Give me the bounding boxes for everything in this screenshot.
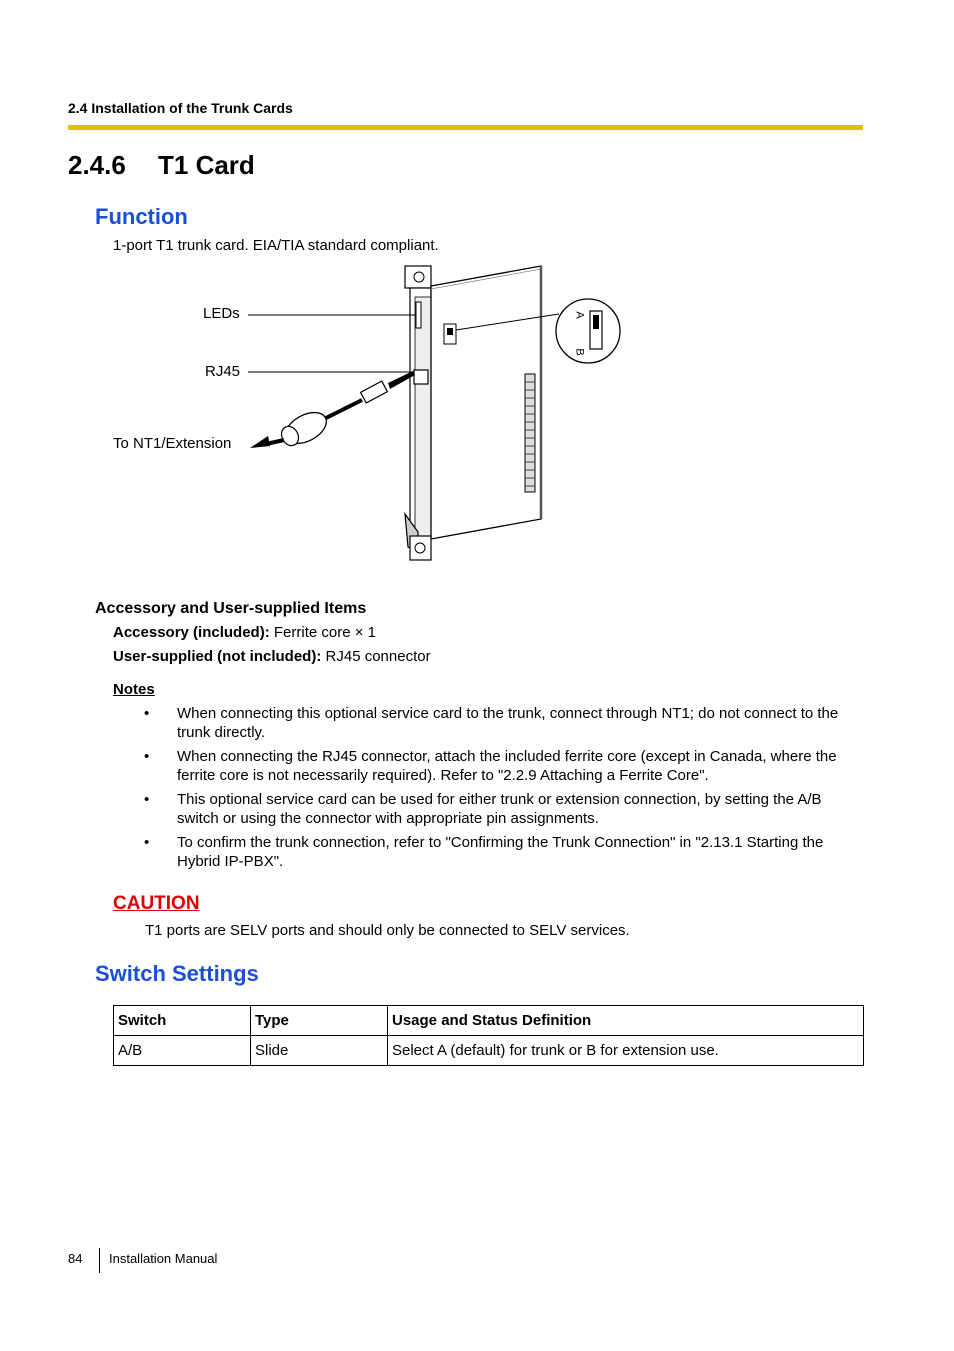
page-title bbox=[68, 150, 255, 181]
function-heading: Function bbox=[95, 204, 188, 229]
column-header-type: Type bbox=[251, 1006, 388, 1036]
user-supplied bbox=[113, 648, 431, 665]
switch-callout bbox=[556, 299, 620, 363]
section-number: 2.4.6 bbox=[68, 150, 126, 180]
caution-text: T1 ports are SELV ports and should only be connected to SELV services. bbox=[145, 922, 630, 939]
accessory-included-value: Ferrite core × 1 bbox=[273, 624, 377, 641]
breadcrumb: 2.4 Installation of the Trunk Cards bbox=[68, 100, 293, 116]
page-number: 84 bbox=[68, 1251, 83, 1266]
edge-connector bbox=[525, 374, 535, 492]
top-bracket bbox=[405, 266, 431, 288]
table-header-row bbox=[114, 1006, 864, 1036]
accessory-included bbox=[113, 624, 376, 641]
rj45-label: RJ45 bbox=[205, 363, 241, 380]
column-header-switch: Switch bbox=[114, 1006, 251, 1036]
table-cell: Slide bbox=[251, 1036, 388, 1066]
leds bbox=[416, 302, 421, 328]
notes-title: Notes bbox=[113, 681, 155, 698]
table-cell: A/B bbox=[114, 1036, 251, 1066]
bottom-bracket bbox=[410, 536, 431, 560]
table-row bbox=[114, 1036, 864, 1066]
accessory-included-label: Accessory (included): bbox=[113, 624, 270, 641]
arrow-to-nt1-icon bbox=[250, 436, 270, 448]
nt1-extension-label: To NT1/Extension bbox=[113, 435, 232, 452]
notes-list bbox=[140, 704, 862, 876]
note-item: • This optional service card can be used for either trunk or extension connection, by setting the A/B switch or using the connector with appropriate pin assignments. bbox=[140, 790, 862, 828]
switch-b-label: B bbox=[573, 348, 586, 356]
column-header-usage: Usage and Status Definition bbox=[388, 1006, 864, 1036]
rj45-port bbox=[414, 370, 428, 384]
switch-a-label: A bbox=[573, 311, 586, 319]
switch-settings-heading: Switch Settings bbox=[95, 961, 259, 986]
t1-card-illustration bbox=[240, 262, 640, 567]
table-cell: Select A (default) for trunk or B for extension use. bbox=[388, 1036, 864, 1066]
section-title: T1 Card bbox=[158, 150, 255, 180]
footer-divider bbox=[99, 1248, 100, 1273]
header-rule bbox=[68, 125, 863, 130]
function-description: 1-port T1 trunk card. EIA/TIA standard compliant. bbox=[113, 237, 439, 254]
rj45-plug bbox=[361, 381, 388, 403]
caution-title: CAUTION bbox=[113, 893, 200, 914]
note-item: • When connecting the RJ45 connector, attach the included ferrite core (except in Canada, where the ferrite core is not necessarily required). Refer to "2.2.9 Attaching a Ferrite Core". bbox=[140, 747, 862, 785]
leds-label: LEDs bbox=[203, 305, 240, 322]
accessory-heading: Accessory and User-supplied Items bbox=[95, 600, 367, 617]
note-item: • When connecting this optional service card to the trunk, connect through NT1; do not connect to the trunk directly. bbox=[140, 704, 862, 742]
note-item: • To confirm the trunk connection, refer to "Confirming the Trunk Connection" in "2.13.1 Starting the Hybrid IP-PBX". bbox=[140, 833, 862, 871]
switch-settings-table bbox=[113, 1005, 864, 1066]
user-supplied-label: User-supplied (not included): bbox=[113, 648, 322, 665]
user-supplied-value: RJ45 connector bbox=[325, 648, 431, 665]
footer-title: Installation Manual bbox=[109, 1251, 218, 1266]
